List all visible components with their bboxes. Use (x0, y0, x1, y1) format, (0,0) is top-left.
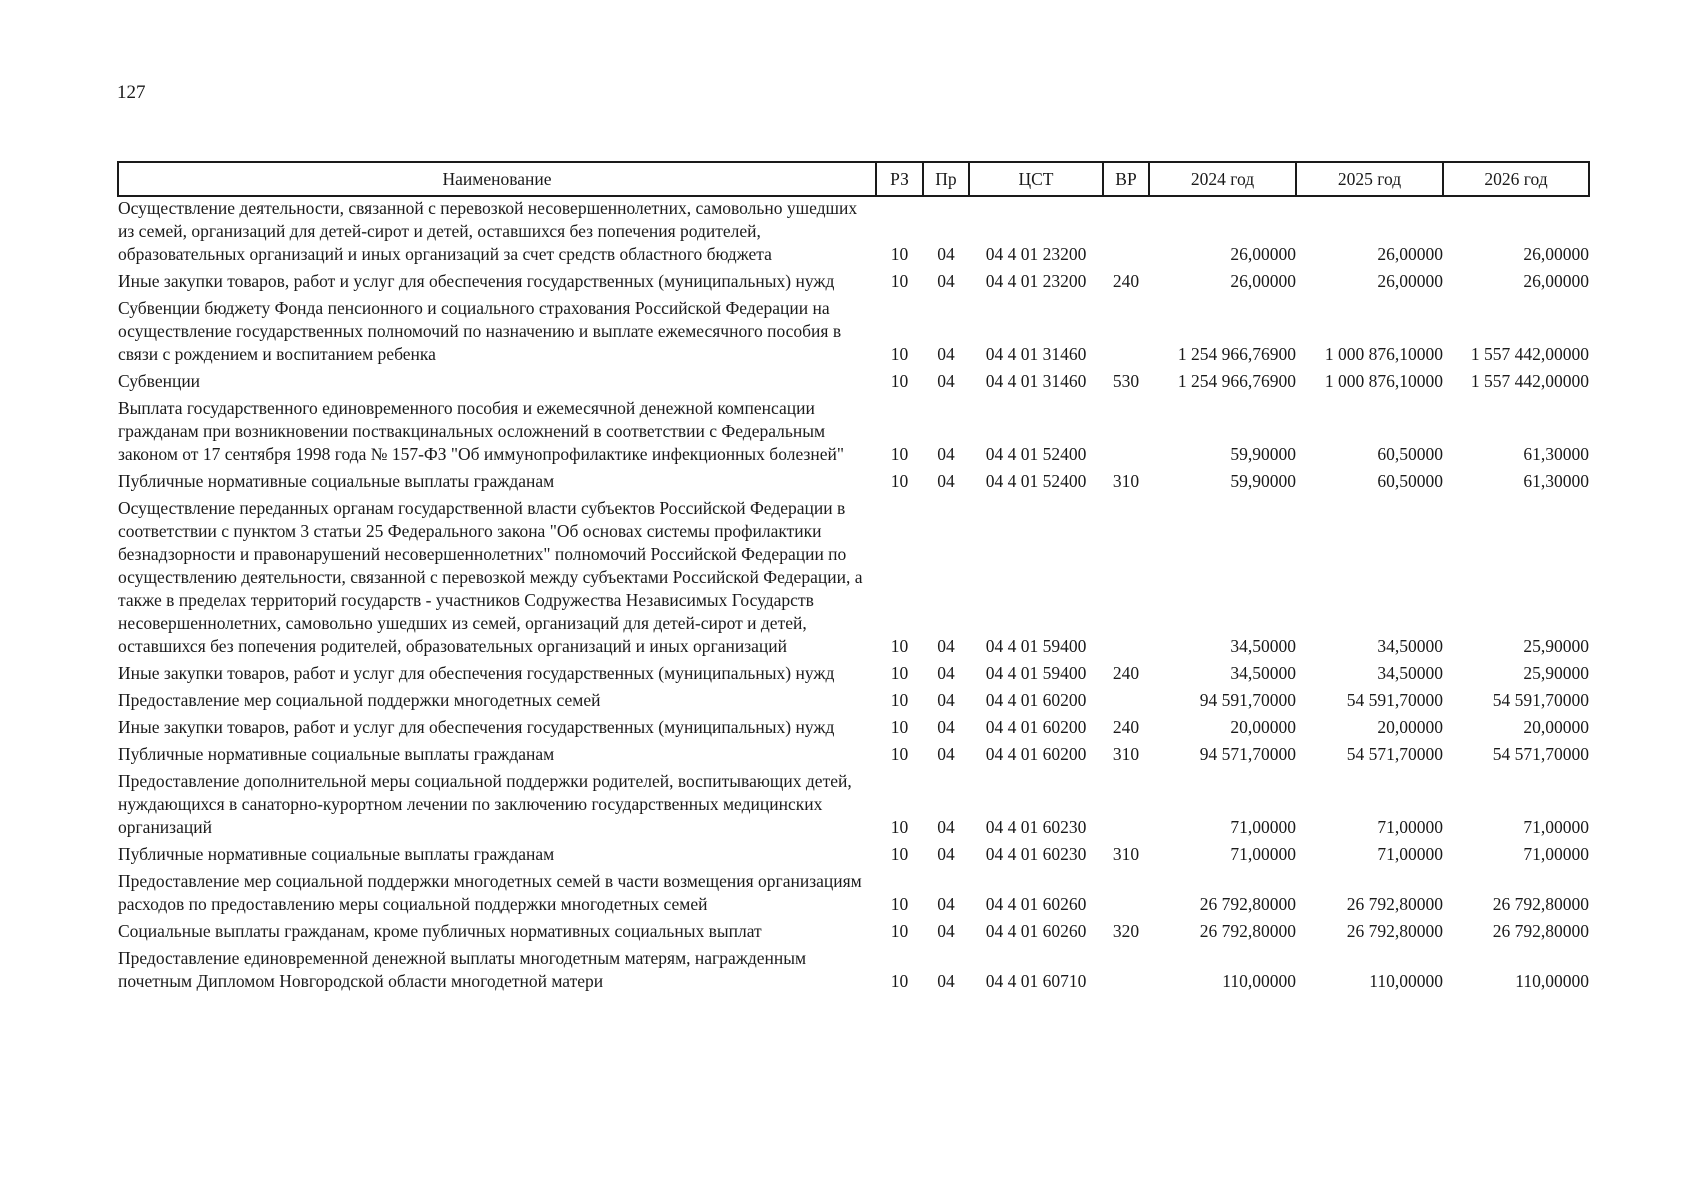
cell-pr: 04 (937, 717, 955, 737)
cell-cst: 04 4 01 31460 (985, 371, 1087, 391)
cell-cst: 04 4 01 52400 (985, 444, 1087, 464)
cell-pr: 04 (937, 371, 955, 391)
cell-name: Социальные выплаты гражданам, кроме публичных нормативных социальных выплат (118, 921, 762, 941)
cell-pr: 04 (937, 471, 955, 491)
table-row (118, 870, 1589, 920)
cell-rz: 10 (890, 817, 909, 837)
header-pr: Пр (923, 162, 969, 196)
cell-2026: 26,00000 (1523, 271, 1589, 291)
table-row (118, 920, 1589, 947)
cell-pr: 04 (937, 344, 955, 364)
cell-2025: 26 792,80000 (1346, 894, 1443, 914)
cell-vr (1103, 770, 1149, 843)
cell-2024: 26,00000 (1230, 271, 1296, 291)
cell-pr: 04 (937, 444, 955, 464)
cell-2025: 60,50000 (1377, 444, 1443, 464)
cell-pr: 04 (937, 663, 955, 683)
page-number: 127 (117, 82, 146, 103)
cell-2024: 26 792,80000 (1199, 894, 1296, 914)
cell-pr: 04 (937, 636, 955, 656)
table-row (118, 370, 1589, 397)
cell-name: Публичные нормативные социальные выплаты гражданам (118, 744, 555, 764)
cell-cst: 04 4 01 23200 (985, 271, 1087, 291)
header-2026: 2026 год (1443, 162, 1589, 196)
cell-cst: 04 4 01 60200 (985, 744, 1087, 764)
cell-rz: 10 (890, 663, 909, 683)
cell-cst: 04 4 01 60200 (985, 717, 1087, 737)
cell-2024: 59,90000 (1230, 444, 1296, 464)
cell-2024: 110,00000 (1222, 971, 1296, 991)
cell-pr: 04 (937, 244, 955, 264)
cell-2026: 71,00000 (1523, 817, 1589, 837)
cell-name: Публичные нормативные социальные выплаты гражданам (118, 471, 555, 491)
cell-2024: 71,00000 (1230, 817, 1296, 837)
cell-cst: 04 4 01 60710 (985, 971, 1087, 991)
table-row (118, 297, 1589, 370)
cell-2024: 26,00000 (1230, 244, 1296, 264)
cell-name: Субвенции бюджету Фонда пенсионного и социального страхования Российской Федерации на осуществление государственных полномочий по назначению и выплате ежемесячного пособия в связи с рождением и воспитанием ребенка (118, 298, 842, 364)
cell-vr (1103, 870, 1149, 920)
table-row (118, 716, 1589, 743)
cell-2025: 110,00000 (1369, 971, 1443, 991)
cell-name: Предоставление мер социальной поддержки многодетных семей (118, 690, 601, 710)
cell-2025: 1 000 876,10000 (1324, 371, 1443, 391)
cell-vr: 530 (1112, 371, 1140, 391)
table-row (118, 397, 1589, 470)
cell-vr (1103, 397, 1149, 470)
cell-cst: 04 4 01 60200 (985, 690, 1087, 710)
cell-2026: 1 557 442,00000 (1470, 371, 1589, 391)
cell-rz: 10 (890, 717, 909, 737)
cell-cst: 04 4 01 60230 (985, 844, 1087, 864)
cell-2024: 59,90000 (1230, 471, 1296, 491)
cell-name: Субвенции (118, 371, 201, 391)
cell-vr (1103, 196, 1149, 270)
cell-2025: 54 571,70000 (1346, 744, 1443, 764)
cell-2025: 60,50000 (1377, 471, 1443, 491)
cell-pr: 04 (937, 971, 955, 991)
cell-2026: 54 571,70000 (1492, 744, 1589, 764)
budget-table (117, 161, 1590, 997)
cell-2024: 26 792,80000 (1199, 921, 1296, 941)
cell-2025: 71,00000 (1377, 817, 1443, 837)
table-row (118, 270, 1589, 297)
cell-rz: 10 (890, 271, 909, 291)
cell-vr: 310 (1112, 744, 1140, 764)
cell-rz: 10 (890, 744, 909, 764)
cell-cst: 04 4 01 23200 (985, 244, 1087, 264)
cell-2024: 1 254 966,76900 (1177, 344, 1296, 364)
cell-2026: 25,90000 (1523, 663, 1589, 683)
cell-2025: 71,00000 (1377, 844, 1443, 864)
cell-2026: 61,30000 (1523, 471, 1589, 491)
header-vr: ВР (1103, 162, 1149, 196)
header-2025: 2025 год (1296, 162, 1443, 196)
cell-2024: 94 571,70000 (1199, 744, 1296, 764)
cell-2024: 1 254 966,76900 (1177, 371, 1296, 391)
cell-name: Иные закупки товаров, работ и услуг для обеспечения государственных (муниципальных) нужд (118, 271, 835, 291)
cell-2025: 1 000 876,10000 (1324, 344, 1443, 364)
cell-pr: 04 (937, 844, 955, 864)
header-2024: 2024 год (1149, 162, 1296, 196)
cell-pr: 04 (937, 690, 955, 710)
cell-name: Предоставление мер социальной поддержки многодетных семей в части возмещения организациям расходов по предоставлению меры социальной поддержки многодетных семей (118, 871, 862, 914)
table-body (118, 196, 1589, 997)
cell-rz: 10 (890, 344, 909, 364)
cell-vr: 310 (1112, 844, 1140, 864)
cell-2026: 1 557 442,00000 (1470, 344, 1589, 364)
cell-cst: 04 4 01 52400 (985, 471, 1087, 491)
cell-cst: 04 4 01 59400 (985, 636, 1087, 656)
cell-2025: 26,00000 (1377, 244, 1443, 264)
cell-2026: 26 792,80000 (1492, 894, 1589, 914)
cell-2025: 20,00000 (1377, 717, 1443, 737)
cell-2026: 110,00000 (1515, 971, 1589, 991)
table-row (118, 743, 1589, 770)
cell-name: Публичные нормативные социальные выплаты гражданам (118, 844, 555, 864)
cell-rz: 10 (890, 690, 909, 710)
cell-rz: 10 (890, 844, 909, 864)
cell-name: Иные закупки товаров, работ и услуг для обеспечения государственных (муниципальных) нужд (118, 717, 835, 737)
table-row (118, 662, 1589, 689)
cell-2026: 26 792,80000 (1492, 921, 1589, 941)
cell-2025: 26 792,80000 (1346, 921, 1443, 941)
cell-2025: 26,00000 (1377, 271, 1443, 291)
cell-2026: 54 591,70000 (1492, 690, 1589, 710)
cell-rz: 10 (890, 971, 909, 991)
cell-2024: 34,50000 (1230, 636, 1296, 656)
cell-2024: 94 591,70000 (1199, 690, 1296, 710)
cell-pr: 04 (937, 921, 955, 941)
cell-cst: 04 4 01 60260 (985, 921, 1087, 941)
cell-rz: 10 (890, 244, 909, 264)
cell-cst: 04 4 01 60260 (985, 894, 1087, 914)
cell-rz: 10 (890, 444, 909, 464)
cell-2024: 71,00000 (1230, 844, 1296, 864)
cell-vr: 320 (1112, 921, 1140, 941)
cell-rz: 10 (890, 371, 909, 391)
cell-vr (1103, 497, 1149, 662)
cell-2025: 34,50000 (1377, 636, 1443, 656)
cell-vr (1103, 689, 1149, 716)
table-row (118, 689, 1589, 716)
table-row (118, 947, 1589, 997)
cell-2026: 20,00000 (1523, 717, 1589, 737)
cell-2025: 34,50000 (1377, 663, 1443, 683)
cell-cst: 04 4 01 31460 (985, 344, 1087, 364)
header-name: Наименование (118, 162, 876, 196)
header-row (118, 162, 1589, 196)
cell-pr: 04 (937, 271, 955, 291)
cell-pr: 04 (937, 744, 955, 764)
cell-vr: 240 (1112, 663, 1140, 683)
cell-name: Осуществление переданных органам государственной власти субъектов Российской Федерации в соответствии с пунктом 3 статьи 25 Федерального закона "Об основах системы профилактики безнадзорности и правонарушений несовершеннолетних" полномочий Российской Федерации по осуществлению деятельности, связанной с перевозкой между субъектами Российской Федерации, а также в пределах территорий государств - участников Содружества Независимых Государств несовершеннолетних, самовольно ушедших из семей, организаций для детей-сирот и детей, оставшихся без попечения родителей, образовательных организаций и иных организаций (118, 498, 863, 656)
cell-2026: 26,00000 (1523, 244, 1589, 264)
table-row (118, 843, 1589, 870)
cell-2026: 71,00000 (1523, 844, 1589, 864)
cell-name: Предоставление дополнительной меры социальной поддержки родителей, воспитывающих детей, нуждающихся в санаторно-курортном лечении по заключению государственных медицинских организаций (118, 771, 852, 837)
header-rz: РЗ (876, 162, 923, 196)
cell-name: Иные закупки товаров, работ и услуг для обеспечения государственных (муниципальных) нужд (118, 663, 835, 683)
cell-pr: 04 (937, 817, 955, 837)
cell-vr: 310 (1112, 471, 1140, 491)
table-row (118, 470, 1589, 497)
cell-rz: 10 (890, 471, 909, 491)
cell-2024: 34,50000 (1230, 663, 1296, 683)
table-row (118, 497, 1589, 662)
cell-vr: 240 (1112, 271, 1140, 291)
cell-name: Выплата государственного единовременного пособия и ежемесячной денежной компенсации гражданам при возникновении поствакцинальных осложнений в соответствии с Федеральным законом от 17 сентября 1998 года № 157-ФЗ "Об иммунопрофилактике инфекционных болезней" (118, 398, 845, 464)
cell-vr (1103, 947, 1149, 997)
cell-vr (1103, 297, 1149, 370)
cell-rz: 10 (890, 894, 909, 914)
cell-rz: 10 (890, 921, 909, 941)
cell-rz: 10 (890, 636, 909, 656)
cell-cst: 04 4 01 59400 (985, 663, 1087, 683)
cell-name: Предоставление единовременной денежной выплаты многодетным матерям, награжденным почетным Дипломом Новгородской области многодетной матери (118, 948, 807, 991)
table-header (118, 162, 1589, 196)
cell-2026: 61,30000 (1523, 444, 1589, 464)
cell-name: Осуществление деятельности, связанной с перевозкой несовершеннолетних, самовольно ушедших из семей, организаций для детей-сирот и детей, оставшихся без попечения родителей, образовательных организаций и иных организаций за счет средств областного бюджета (118, 198, 858, 264)
table-row (118, 196, 1589, 270)
cell-pr: 04 (937, 894, 955, 914)
cell-2025: 54 591,70000 (1346, 690, 1443, 710)
cell-cst: 04 4 01 60230 (985, 817, 1087, 837)
cell-vr: 240 (1112, 717, 1140, 737)
cell-2026: 25,90000 (1523, 636, 1589, 656)
table-row (118, 770, 1589, 843)
header-cst: ЦСТ (969, 162, 1103, 196)
cell-2024: 20,00000 (1230, 717, 1296, 737)
